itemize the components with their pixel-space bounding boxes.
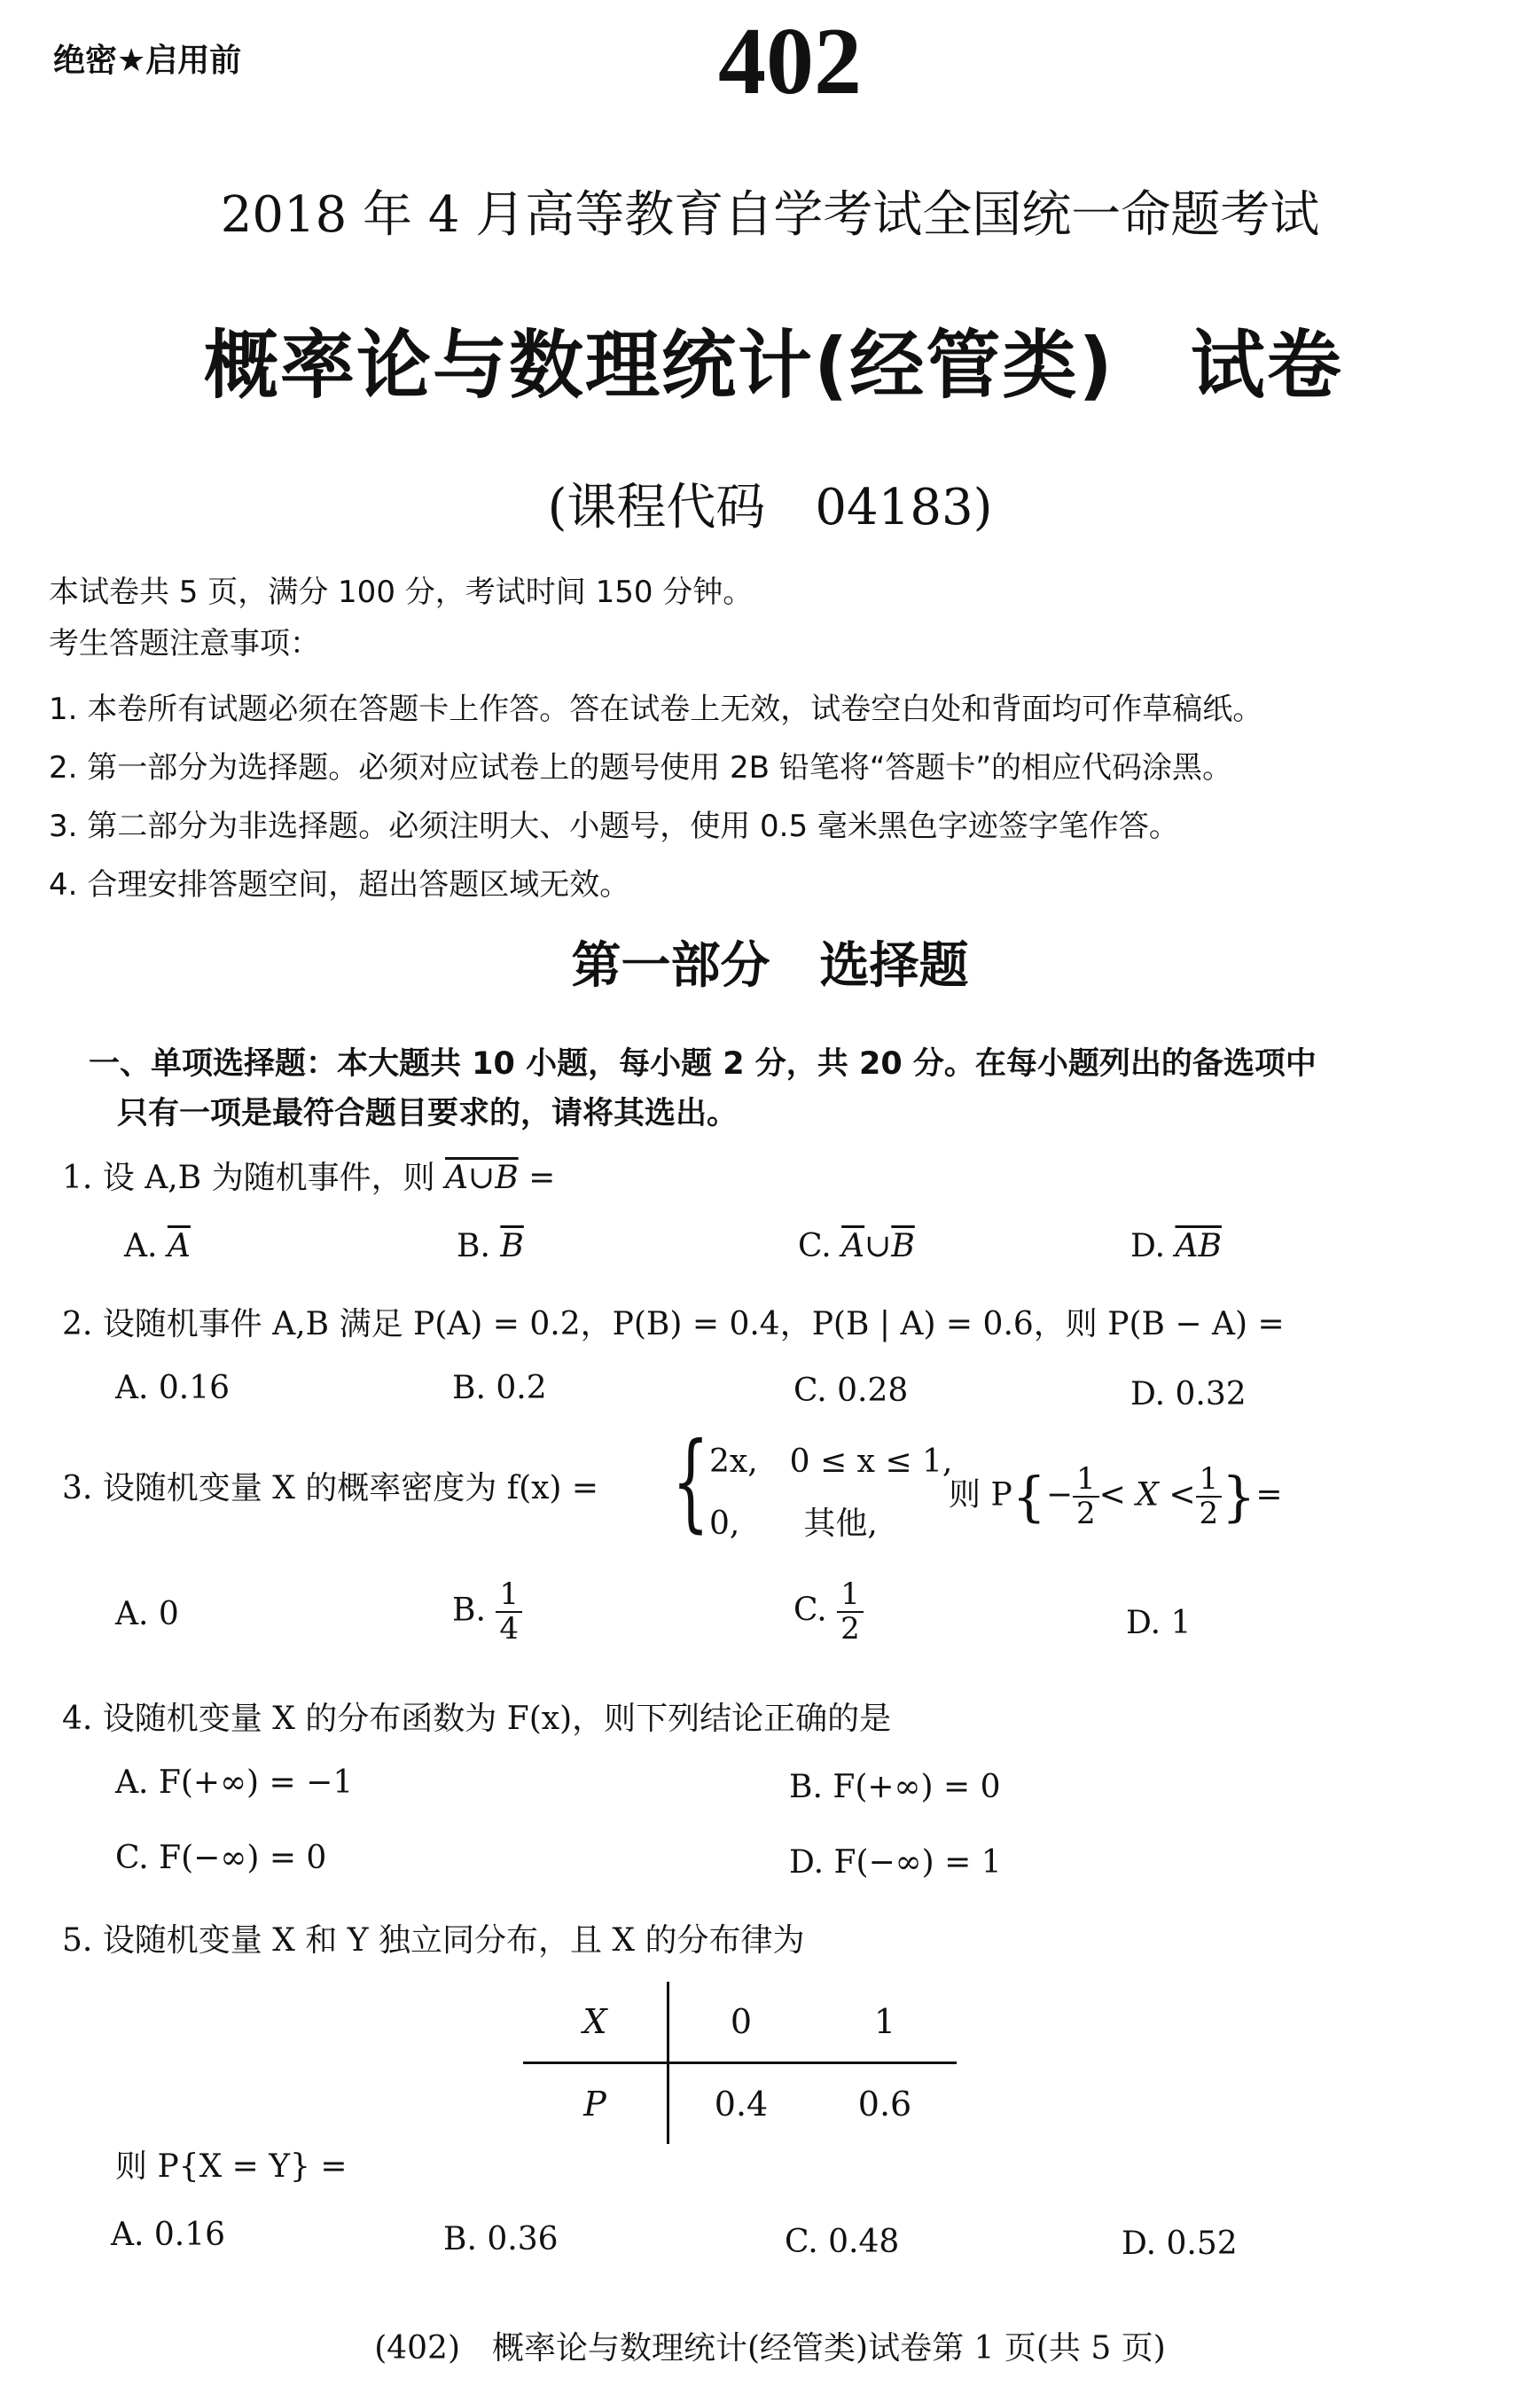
q3-option-a: A. 0 — [115, 1596, 179, 1632]
q4-option-c: C. F(−∞) = 0 — [115, 1840, 327, 1876]
question-3-stem: 3. 设随机变量 X 的概率密度为 f(x) = — [62, 1470, 599, 1506]
table-cell: 0.4 — [714, 2085, 769, 2124]
q2-option-d: D. 0.32 — [1130, 1376, 1247, 1412]
instruction-item: 2. 第一部分为选择题。必须对应试卷上的题号使用 2B 铅笔将“答题卡”的相应代码涂黑。 — [49, 750, 1233, 786]
q1-option-c: C. $\overline{A}\cup\overline{B}$ — [798, 1228, 915, 1264]
section-heading-cont: 只有一项是最符合题目要求的，请将其选出。 — [117, 1096, 739, 1131]
q4-option-a: A. F(+∞) = −1 — [115, 1764, 354, 1801]
q3-prob: 则 P{− $\frac{1}{2}$ < X < $\frac{1}{2}$ }= — [949, 1461, 1283, 1532]
q2-option-c: C. 0.28 — [793, 1373, 909, 1409]
paper-title: 概率论与数理统计(经管类) 试卷 — [204, 322, 1343, 409]
confidential-label: 绝密★启用前 — [53, 43, 242, 79]
q2-option-a: A. 0.16 — [115, 1370, 231, 1406]
q1-option-d: D. $\overline{AB}$ — [1130, 1228, 1222, 1264]
part-title: 第一部分 选择题 — [571, 937, 969, 995]
q1-expr: A∪B — [445, 1160, 519, 1196]
exam-title: 2018 年 4 月高等教育自学考试全国统一命题考试 — [220, 186, 1320, 244]
q1-eq: = — [528, 1160, 556, 1196]
q5-option-c: C. 0.48 — [785, 2224, 900, 2260]
q1-stem: 1. 设 A,B 为随机事件，则 — [62, 1160, 435, 1196]
q1-option-a: A. $\overline{A}$ — [124, 1228, 191, 1264]
course-code: (课程代码 04183) — [547, 479, 993, 536]
table-cell: P — [523, 2063, 668, 2145]
instruction-item: 3. 第二部分为非选择题。必须注明大、小题号，使用 0.5 毫米黑色字迹签字笔作答。 — [49, 809, 1179, 844]
table-header-cell: X — [523, 1982, 668, 2063]
exam-summary: 本试卷共 5 页，满分 100 分，考试时间 150 分钟。 — [49, 575, 754, 610]
table-header-cell: 0 — [730, 2002, 753, 2041]
q2-option-b: B. 0.2 — [452, 1370, 547, 1406]
question-2: 2. 设随机事件 A,B 满足 P(A) = 0.2，P(B) = 0.4，P(B | A) = 0.6，则 P(B − A) = — [62, 1306, 1285, 1342]
q1-option-b: B. $\overline{B}$ — [457, 1228, 524, 1264]
question-5: 5. 设随机变量 X 和 Y 独立同分布，且 X 的分布律为 — [62, 1922, 805, 1959]
table-cell: 0.6 — [857, 2085, 912, 2124]
q4-option-d: D. F(−∞) = 1 — [789, 1844, 1002, 1881]
page-footer: (402) 概率论与数理统计(经管类)试卷第 1 页(共 5 页) — [374, 2330, 1166, 2367]
q5-option-d: D. 0.52 — [1122, 2226, 1238, 2262]
instructions-heading: 考生答题注意事项： — [49, 626, 320, 661]
table-header-cell: 1 — [873, 2002, 896, 2041]
q5-option-b: B. 0.36 — [443, 2221, 559, 2257]
question-4: 4. 设随机变量 X 的分布函数为 F(x)，则下列结论正确的是 — [62, 1701, 892, 1737]
q3-option-c: C. $\frac{1}{2}$ — [793, 1578, 864, 1647]
q3-brace: { — [672, 1420, 709, 1544]
q3-option-d: D. 1 — [1126, 1605, 1192, 1641]
instruction-item: 1. 本卷所有试题必须在答题卡上作答。答在试卷上无效，试卷空白处和背面均可作草稿纸。 — [49, 692, 1263, 727]
q3-case-1: 2x, 0 ≤ x ≤ 1, — [709, 1443, 953, 1480]
section-heading: 一、单项选择题：本大题共 10 小题，每小题 2 分，共 20 分。在每小题列出的备选项中 — [89, 1046, 1317, 1082]
q5-then: 则 P{X = Y} = — [115, 2148, 348, 2185]
distribution-table — [523, 1982, 957, 2144]
q5-option-a: A. 0.16 — [111, 2217, 226, 2253]
q4-option-b: B. F(+∞) = 0 — [789, 1769, 1001, 1805]
paper-code: 402 — [718, 9, 862, 114]
question-1 — [62, 1153, 555, 1198]
q3-option-b: B. $\frac{1}{4}$ — [452, 1578, 522, 1647]
q3-case-2: 0, 其他, — [709, 1506, 878, 1542]
instruction-item: 4. 合理安排答题空间，超出答题区域无效。 — [49, 867, 630, 903]
